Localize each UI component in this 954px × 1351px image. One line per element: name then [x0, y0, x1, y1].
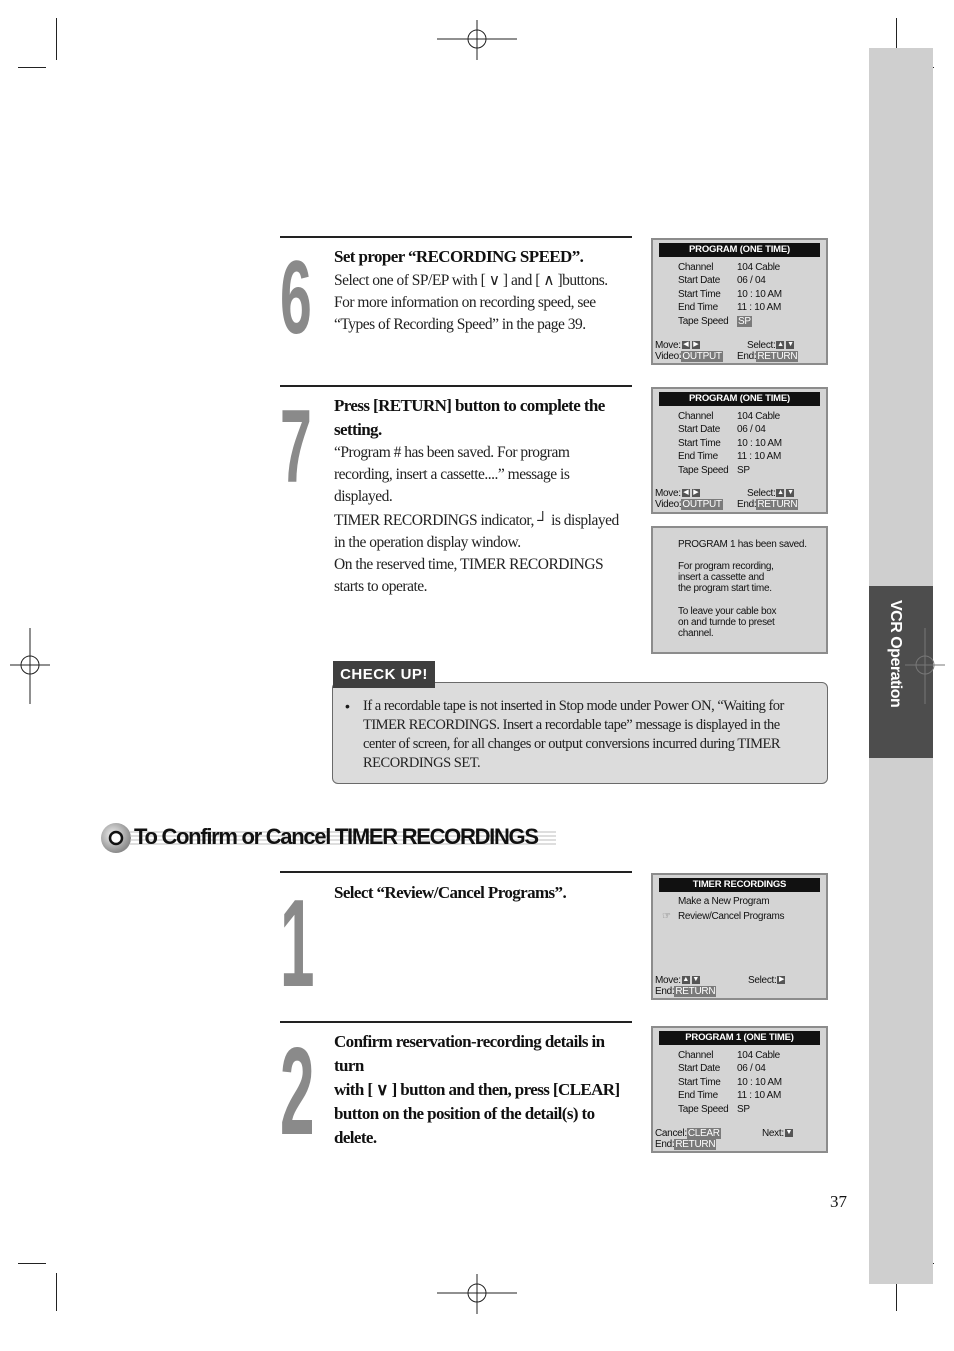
- down-arrow-icon: ▼: [787, 341, 794, 349]
- registration-mark-icon: [437, 20, 517, 60]
- osd-saved-message: PROGRAM 1 has been saved. For program recording, insert a cassette and the program start time. To leave your cable box on and turnde to preset channel.: [651, 526, 828, 654]
- osd-title: PROGRAM 1 (ONE TIME): [659, 1031, 820, 1045]
- step-divider: [280, 1021, 632, 1023]
- bullet: •: [345, 698, 350, 714]
- pointer-icon: ☞: [662, 911, 671, 922]
- osd-program-screen: PROGRAM (ONE TIME) Channel 104 Cable Start Date 06 / 04 Start Time 10 : 10 AM End Time 11 : 10 AM Tape Speed SP Move: ◀ ▶ Select: ▲ ▼ Video:OUTPUT End:RETURN: [651, 387, 828, 514]
- left-arrow-icon: ◀: [683, 341, 689, 349]
- step-divider: [280, 236, 632, 238]
- bullet-circle-icon: [106, 829, 126, 849]
- crop-mark: [18, 67, 46, 68]
- registration-mark-icon: [437, 1274, 517, 1314]
- osd-title: TIMER RECORDINGS: [659, 878, 820, 892]
- osd-timer-recordings: TIMER RECORDINGS Make a New Program ☞ Review/Cancel Programs Move: ▲ ▼ Select: ▶ End:RETURN: [651, 873, 828, 1000]
- step-title: Confirm reservation-recording details in turn with [ ∨ ] button and then, press [CLEAR] button on the position of the detail(s) to delete.: [334, 1032, 620, 1147]
- step-number: 6: [280, 240, 312, 356]
- osd-menu-item: Review/Cancel Programs: [678, 911, 785, 922]
- step-title: Press [RETURN] button to complete the setting.: [334, 396, 605, 439]
- right-arrow-icon: ▶: [693, 341, 699, 349]
- crop-mark: [18, 1263, 46, 1264]
- step-title: Select “Review/Cancel Programs”.: [334, 883, 567, 902]
- up-arrow-icon: ▲: [682, 976, 690, 984]
- osd-menu-item: Make a New Program: [678, 896, 770, 907]
- step-text: “Program # has been saved. For program recording, insert a cassette....” message is displayed. TIMER RECORDINGS indicator, ┘ is displayed in the operation display window. On the reserved time, TIMER RECORDINGS starts to operate.: [334, 444, 619, 595]
- step-title: Set proper “RECORDING SPEED”.: [334, 247, 584, 266]
- registration-mark-icon: [905, 628, 945, 704]
- page-number: 37: [830, 1192, 847, 1211]
- right-arrow-icon: ▶: [778, 976, 785, 984]
- side-tab-label: VCR Operation: [887, 600, 904, 708]
- osd-title: PROGRAM (ONE TIME): [659, 243, 820, 257]
- step-number: 7: [280, 389, 312, 505]
- step-number: 1: [280, 875, 315, 1013]
- crop-mark: [56, 18, 57, 60]
- checkup-text: If a recordable tape is not inserted in Stop mode under Power ON, “Waiting for TIMER RECORDINGS. Insert a recordable tape” message is displayed in the center of screen, for all changes or output conversions incurred during TIMER RECORDINGS SET.: [363, 698, 784, 771]
- osd-highlight: SP: [738, 316, 751, 327]
- up-arrow-icon: ▲: [777, 341, 784, 349]
- down-arrow-icon: ▼: [785, 1129, 793, 1137]
- down-arrow-icon: ▼: [692, 976, 700, 984]
- registration-mark-icon: [10, 628, 50, 704]
- section-title: To Confirm or Cancel TIMER RECORDINGS: [134, 824, 538, 849]
- down-arrow-icon: ▼: [787, 489, 794, 497]
- osd-program1-screen: PROGRAM 1 (ONE TIME) Channel 104 Cable Start Date 06 / 04 Start Time 10 : 10 AM End Time 11 : 10 AM Tape Speed SP Cancel:CLEAR Next: ▼ End:RETURN: [651, 1026, 828, 1153]
- left-arrow-icon: ◀: [683, 489, 689, 497]
- osd-title: PROGRAM (ONE TIME): [659, 392, 820, 406]
- checkup-label: CHECK UP!: [333, 661, 435, 688]
- step-text: Select one of SP/EP with [ ∨ ] and [ ∧ ]buttons. For more information on recording speed, see “Types of Recording Speed” in the page 39.: [334, 272, 608, 333]
- step-number: 2: [280, 1023, 315, 1161]
- right-arrow-icon: ▶: [693, 489, 699, 497]
- step-divider: [280, 385, 632, 387]
- osd-program-screen: PROGRAM (ONE TIME) Channel 104 Cable Start Date 06 / 04 Start Time 10 : 10 AM End Time 11 : 10 AM Tape Speed SP Move: ◀ ▶ Select: ▲ ▼ Video:OUTPUT End:RETURN: [651, 238, 828, 365]
- up-arrow-icon: ▲: [777, 489, 784, 497]
- crop-mark: [56, 1273, 57, 1311]
- step-divider: [280, 871, 632, 873]
